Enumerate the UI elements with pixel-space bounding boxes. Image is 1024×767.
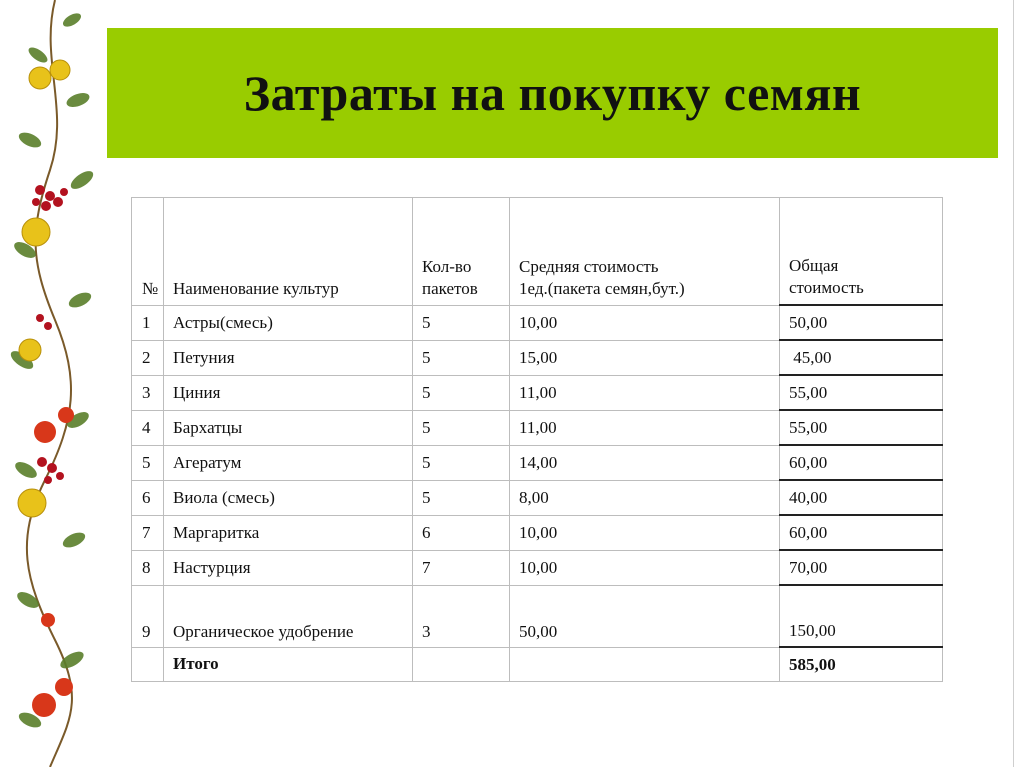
row-avg-cost-cell: 10,00 [510, 305, 780, 340]
row-total-cost-cell: 40,00 [780, 480, 943, 515]
row-qty-cell: 6 [413, 515, 510, 550]
row-name-cell: Бархатцы [164, 410, 413, 445]
row-avg-cost-cell: 15,00 [510, 340, 780, 375]
table-row [132, 515, 943, 550]
row-avg-cost-cell: 14,00 [510, 445, 780, 480]
row-total-cost-cell: 55,00 [780, 375, 943, 410]
row-qty-cell: 5 [413, 445, 510, 480]
total-num-cell [132, 647, 164, 682]
row-num-cell: 4 [132, 410, 164, 445]
total-label-cell: Итого [164, 647, 413, 682]
row-avg-cost-cell: 8,00 [510, 480, 780, 515]
row-num-cell: 6 [132, 480, 164, 515]
row-total-cost-cell: 60,00 [780, 445, 943, 480]
row-total-cost-cell: 50,00 [780, 305, 943, 340]
header-avg-cost: Средняя стоимость 1ед.(пакета семян,бут.) [510, 198, 780, 306]
row-total-cost-cell: 60,00 [780, 515, 943, 550]
row-total-cost-cell: 150,00 [780, 585, 943, 647]
header-total-cost: Общая стоимость [780, 198, 943, 306]
row-qty-cell: 5 [413, 305, 510, 340]
table-row [132, 340, 943, 375]
row-num-cell: 2 [132, 340, 164, 375]
table-row [132, 480, 943, 515]
header-name: Наименование культур [164, 198, 413, 306]
row-qty-cell: 5 [413, 410, 510, 445]
row-avg-cost-cell: 10,00 [510, 515, 780, 550]
row-name-cell: Астры(смесь) [164, 305, 413, 340]
row-avg-cost-cell: 11,00 [510, 410, 780, 445]
slide-edge-line [1013, 0, 1014, 767]
table-header-row [132, 198, 943, 306]
total-sum-cell: 585,00 [780, 647, 943, 682]
header-qty: Кол-во пакетов [413, 198, 510, 306]
header-num: № [132, 198, 164, 306]
row-name-cell: Агератум [164, 445, 413, 480]
seed-cost-table [131, 197, 943, 682]
row-qty-cell: 5 [413, 480, 510, 515]
row-name-cell: Маргаритка [164, 515, 413, 550]
row-qty-cell: 3 [413, 585, 510, 647]
floral-border-icon [0, 0, 110, 767]
row-num-cell: 8 [132, 550, 164, 585]
title-banner [107, 28, 998, 158]
table-row [132, 585, 943, 647]
row-name-cell: Органическое удобрение [164, 585, 413, 647]
table-row [132, 375, 943, 410]
total-qty-cell [413, 647, 510, 682]
row-avg-cost-cell: 50,00 [510, 585, 780, 647]
row-qty-cell: 5 [413, 340, 510, 375]
row-num-cell: 1 [132, 305, 164, 340]
slide-title: Затраты на покупку семян [243, 65, 862, 121]
row-name-cell: Петуния [164, 340, 413, 375]
table-row [132, 410, 943, 445]
row-num-cell: 5 [132, 445, 164, 480]
row-qty-cell: 7 [413, 550, 510, 585]
row-name-cell: Настурция [164, 550, 413, 585]
row-num-cell: 3 [132, 375, 164, 410]
row-avg-cost-cell: 10,00 [510, 550, 780, 585]
row-name-cell: Циния [164, 375, 413, 410]
row-qty-cell: 5 [413, 375, 510, 410]
table-row [132, 550, 943, 585]
total-avg-cell [510, 647, 780, 682]
row-total-cost-cell: 55,00 [780, 410, 943, 445]
row-avg-cost-cell: 11,00 [510, 375, 780, 410]
table-row [132, 305, 943, 340]
table-row [132, 445, 943, 480]
table-total-row [132, 647, 943, 682]
row-total-cost-cell: 45,00 [780, 340, 943, 375]
row-total-cost-cell: 70,00 [780, 550, 943, 585]
row-num-cell: 9 [132, 585, 164, 647]
row-num-cell: 7 [132, 515, 164, 550]
row-name-cell: Виола (смесь) [164, 480, 413, 515]
